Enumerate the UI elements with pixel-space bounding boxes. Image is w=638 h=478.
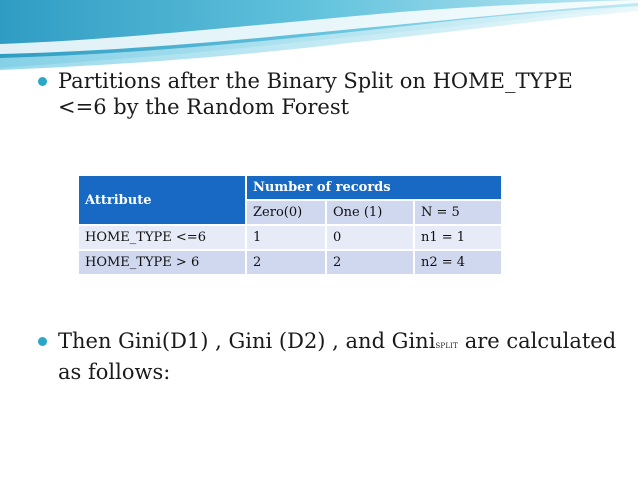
- bullet-partitions: [38, 68, 618, 120]
- bullet-gini: [38, 328, 618, 385]
- subheader-one: One (1): [326, 200, 414, 225]
- bullet-text-after: are calculated as follows:: [58, 329, 617, 384]
- header-number-of-records: Number of records: [246, 175, 502, 200]
- row-one: 0: [326, 225, 414, 250]
- records-table: [77, 174, 503, 276]
- header-attribute: Attribute: [78, 175, 246, 225]
- table-row: [78, 250, 502, 275]
- row-attribute: HOME_TYPE > 6: [78, 250, 246, 275]
- bullet-text: [58, 328, 618, 385]
- row-n: n2 = 4: [414, 250, 502, 275]
- subheader-n: N = 5: [414, 200, 502, 225]
- row-one: 2: [326, 250, 414, 275]
- gini-split-subscript: SPLIT: [435, 342, 459, 350]
- row-attribute: HOME_TYPE <=6: [78, 225, 246, 250]
- bullet-text-before: Then Gini(D1) , Gini (D2) , and Gini: [58, 329, 436, 353]
- bullet-dot-icon: [38, 337, 47, 346]
- row-n: n1 = 1: [414, 225, 502, 250]
- subheader-zero: Zero(0): [246, 200, 326, 225]
- row-zero: 2: [246, 250, 326, 275]
- bullet-dot-icon: [38, 77, 47, 86]
- row-zero: 1: [246, 225, 326, 250]
- bullet-text: Partitions after the Binary Split on HOME_TYPE <=6 by the Random Forest: [58, 69, 573, 119]
- table-row: [78, 225, 502, 250]
